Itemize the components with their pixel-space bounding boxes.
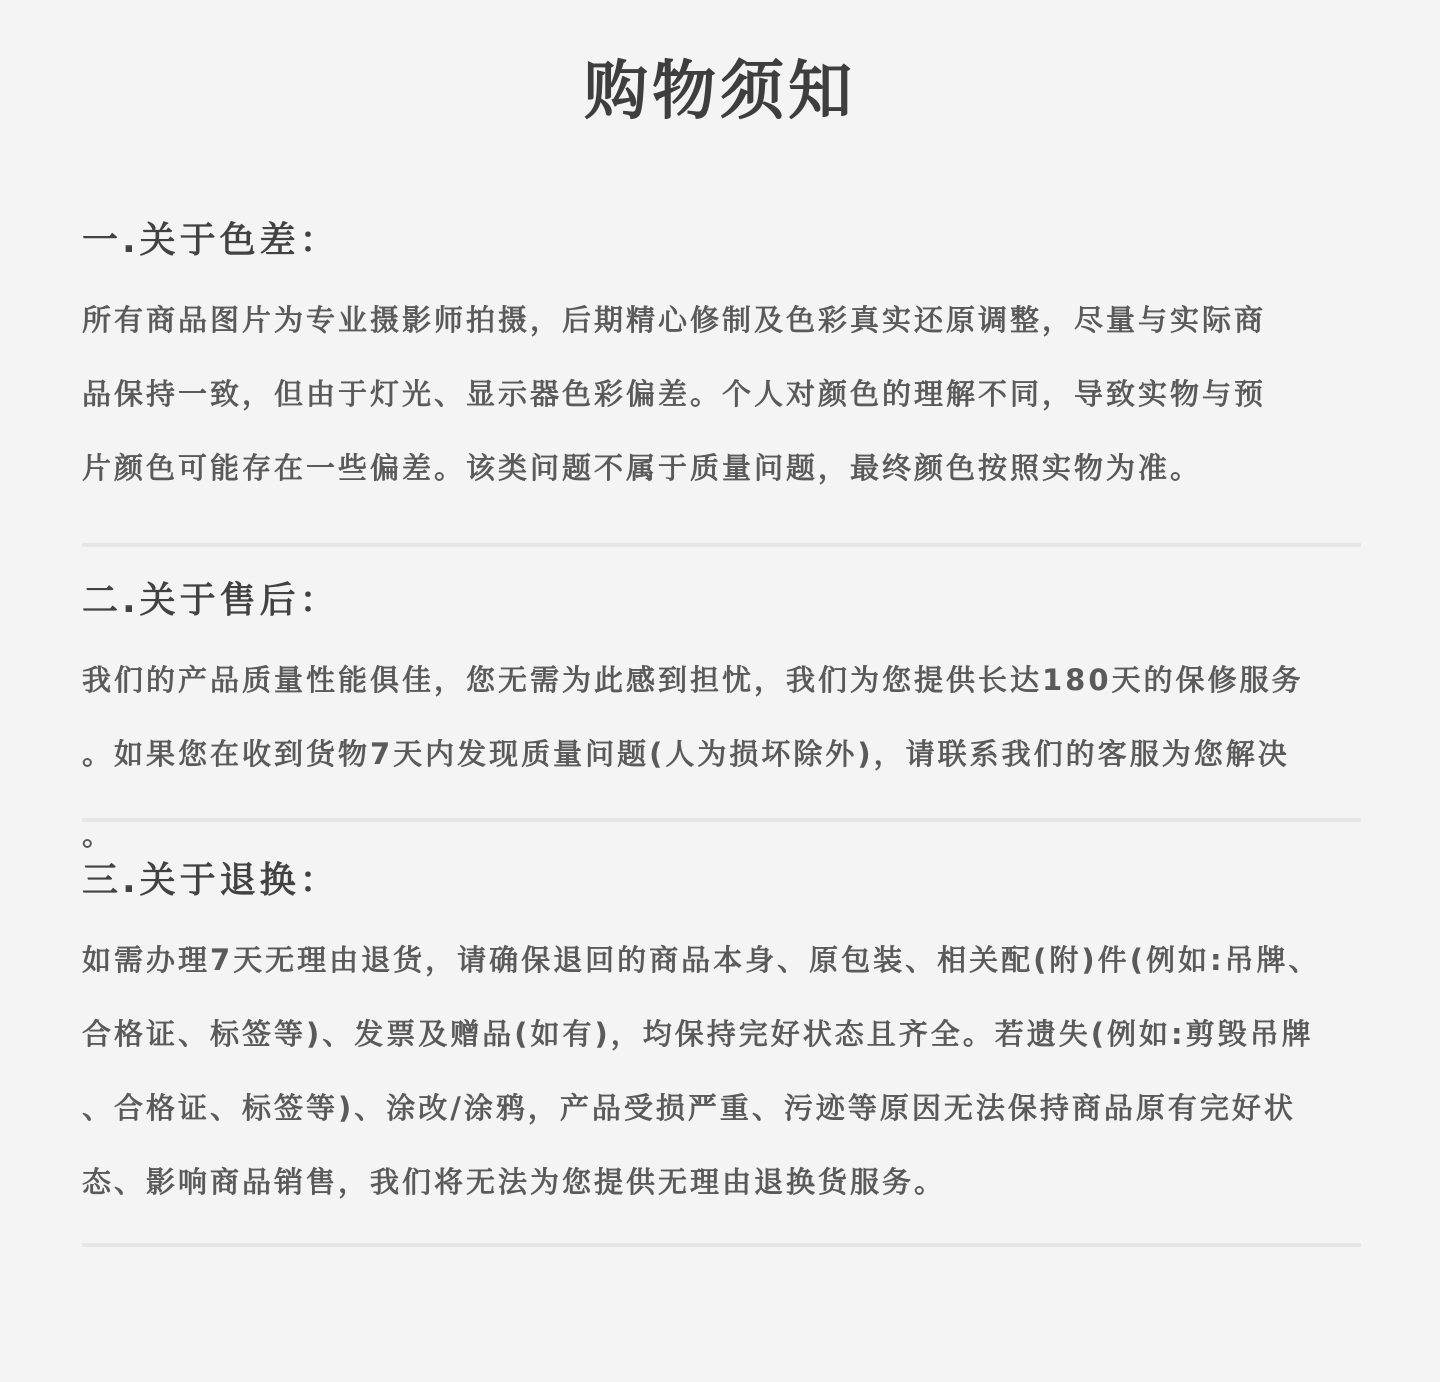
page-title: 购物须知 [584, 55, 856, 129]
section-3-line-2: 合格证、标签等)、发票及赠品(如有)，均保持完好状态且齐全。若遗失(例如:剪毁吊牌 [82, 1017, 1314, 1051]
section-divider [82, 543, 1361, 547]
section-2-line-3: 。 [82, 818, 115, 852]
section-heading-color-difference: 一.关于色差： [82, 220, 340, 261]
section-2-line-2: 。如果您在收到货物7天内发现质量问题(人为损坏除外)，请联系我们的客服为您解决 [82, 737, 1290, 771]
section-3-line-3: 、合格证、标签等)、涂改/涂鸦，产品受损严重、污迹等原因无法保持商品原有完好状 [82, 1091, 1296, 1125]
section-3-line-4: 态、影响商品销售，我们将无法为您提供无理由退换货服务。 [82, 1165, 947, 1199]
section-2-line-1: 我们的产品质量性能俱佳，您无需为此感到担忧，我们为您提供长达180天的保修服务 [82, 663, 1304, 697]
section-1-line-2: 品保持一致，但由于灯光、显示器色彩偏差。个人对颜色的理解不同，导致实物与预 [82, 377, 1267, 411]
section-heading-after-sales: 二.关于售后： [82, 580, 340, 621]
section-1-line-1: 所有商品图片为专业摄影师拍摄，后期精心修制及色彩真实还原调整，尽量与实际商 [82, 303, 1267, 337]
section-3-line-1: 如需办理7天无理由退货，请确保退回的商品本身、原包装、相关配(附)件(例如:吊牌、 [82, 943, 1321, 977]
section-1-line-3: 片颜色可能存在一些偏差。该类问题不属于质量问题，最终颜色按照实物为准。 [82, 451, 1203, 485]
section-divider [82, 818, 1361, 822]
section-divider [82, 1243, 1361, 1247]
section-heading-returns: 三.关于退换： [82, 860, 340, 901]
